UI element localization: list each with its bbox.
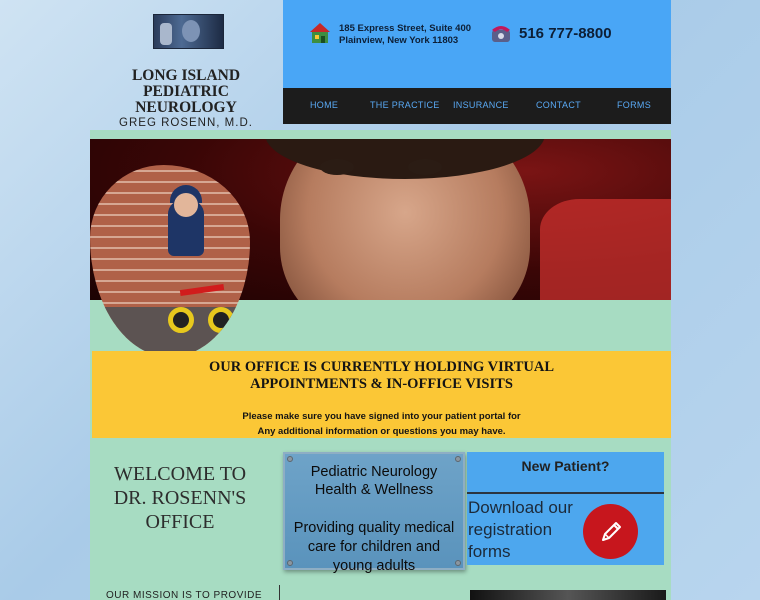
column-divider bbox=[279, 585, 280, 600]
logo-face-shape bbox=[182, 20, 200, 42]
banner-text bbox=[92, 409, 671, 439]
card-title bbox=[285, 463, 463, 499]
download-line1: Download our bbox=[468, 498, 573, 517]
download-forms-link[interactable] bbox=[468, 497, 583, 563]
banner-text-line1: Please make sure you have signed into your patient portal for bbox=[242, 411, 521, 422]
new-patient-divider bbox=[467, 492, 664, 494]
site-title[interactable] bbox=[96, 68, 276, 130]
download-forms-button[interactable] bbox=[583, 504, 638, 559]
nav-insurance[interactable]: INSURANCE bbox=[453, 100, 509, 110]
banner-text-line2: Any additional information or questions you may have. bbox=[257, 426, 506, 437]
site-title-line2: PEDIATRIC NEUROLOGY bbox=[135, 83, 237, 116]
address-block[interactable] bbox=[339, 23, 471, 47]
bike-photo-front-wheel bbox=[168, 307, 194, 333]
banner-heading bbox=[92, 359, 671, 393]
nav-contact[interactable]: CONTACT bbox=[536, 100, 581, 110]
address-line1: 185 Express Street, Suite 400 bbox=[339, 23, 472, 34]
practice-logo-image[interactable] bbox=[153, 14, 224, 49]
bike-photo-frame bbox=[180, 284, 224, 296]
hero-red-shirt bbox=[540, 199, 671, 300]
download-line3: forms bbox=[468, 542, 511, 561]
site-title-line1: LONG ISLAND bbox=[131, 67, 241, 84]
site-subtitle: GREG ROSENN, M.D. bbox=[119, 117, 253, 129]
bike-photo-head bbox=[174, 193, 198, 217]
address-line2: Plainview, New York 11803 bbox=[339, 35, 459, 46]
main-navigation bbox=[283, 88, 671, 124]
banner-heading-line1: OUR OFFICE IS CURRENTLY HOLDING VIRTUAL bbox=[209, 359, 554, 375]
nav-home[interactable]: HOME bbox=[310, 100, 339, 110]
telephone-icon bbox=[490, 22, 512, 44]
banner-heading-line2: APPOINTMENTS & IN-OFFICE VISITS bbox=[250, 376, 513, 392]
download-line2: registration bbox=[468, 520, 553, 539]
card-body-line1: Providing quality medical bbox=[293, 520, 455, 536]
bike-photo-rear-wheel bbox=[208, 307, 234, 333]
phone-number-link[interactable]: 516 777-8800 bbox=[519, 25, 612, 42]
card-body bbox=[285, 519, 463, 576]
welcome-line3: OFFICE bbox=[145, 511, 215, 533]
services-card bbox=[283, 452, 465, 574]
mission-text: OUR MISSION IS TO PROVIDE bbox=[106, 590, 263, 600]
nav-forms[interactable]: FORMS bbox=[617, 100, 651, 110]
new-patient-heading: New Patient? bbox=[521, 458, 610, 474]
card-bolt-tl bbox=[287, 456, 293, 462]
card-title-line2: Health & Wellness bbox=[314, 482, 434, 498]
new-patient-box bbox=[467, 452, 664, 565]
card-body-line2: care for children and bbox=[307, 539, 441, 555]
welcome-line2: DR. ROSENN'S bbox=[113, 487, 247, 509]
hero-right-eye bbox=[408, 159, 442, 175]
card-body-line3: young adults bbox=[332, 558, 416, 574]
card-bolt-tr bbox=[455, 456, 461, 462]
announcement-banner bbox=[92, 351, 671, 438]
hero-image-child-on-bike bbox=[90, 165, 250, 357]
nav-the-practice[interactable]: THE PRACTICE bbox=[370, 100, 440, 110]
welcome-line1: WELCOME TO bbox=[113, 463, 247, 485]
card-title-line1: Pediatric Neurology bbox=[310, 464, 438, 480]
hero-left-eye bbox=[320, 159, 354, 175]
welcome-heading bbox=[100, 462, 260, 534]
house-icon bbox=[309, 22, 331, 44]
logo-microphone-shape bbox=[160, 23, 172, 45]
pencil-icon bbox=[597, 518, 625, 546]
bottom-photo-strip bbox=[470, 590, 666, 600]
